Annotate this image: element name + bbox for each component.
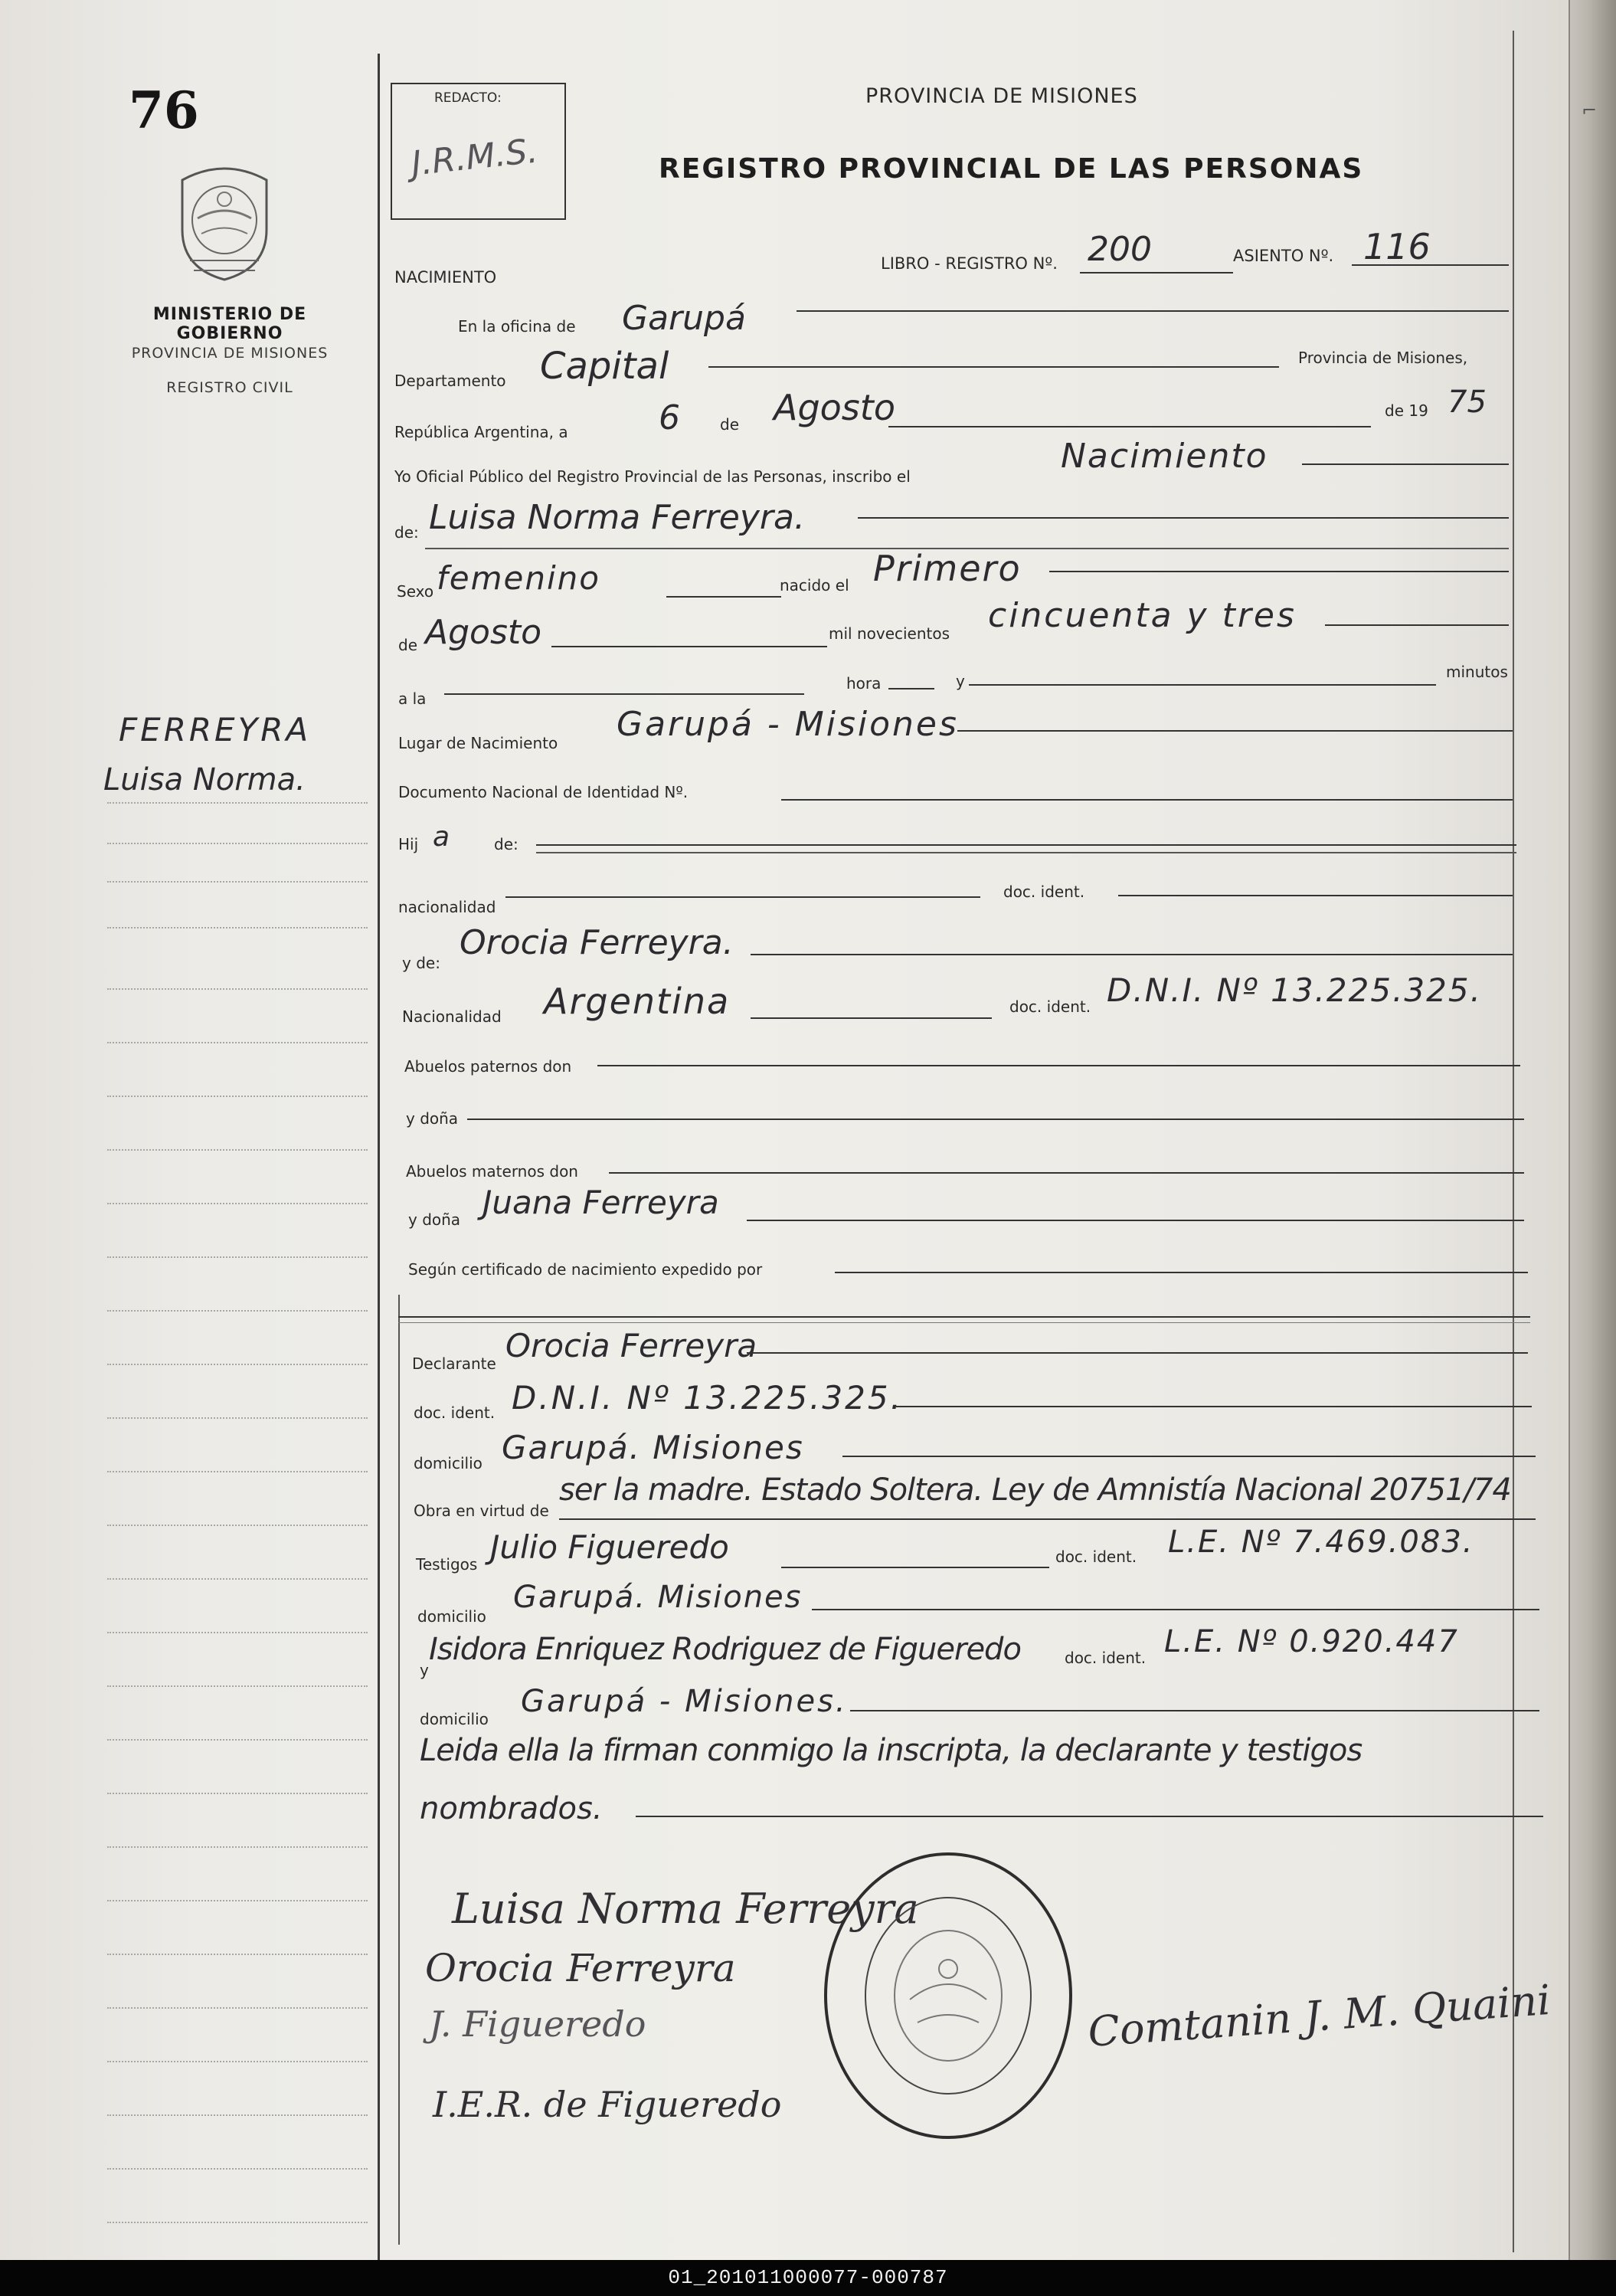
docident3-label: doc. ident. xyxy=(414,1403,496,1422)
register-title: REGISTRO PROVINCIAL DE LAS PERSONAS xyxy=(659,153,1364,185)
sexo-label: Sexo xyxy=(397,582,434,601)
year-label: de 19 xyxy=(1385,401,1428,420)
declarante-underline xyxy=(747,1352,1528,1354)
declarante-label: Declarante xyxy=(412,1354,496,1373)
abuelos-paternos-dona-label: y doña xyxy=(406,1109,459,1128)
nacido-value: Primero xyxy=(873,548,1022,589)
file-id: 01_201011000077-000787 xyxy=(668,2266,948,2289)
signature-declarante: Orocia Ferreyra xyxy=(425,1946,736,1990)
name-de-label: de: xyxy=(394,523,419,542)
oficina-value: Garupá xyxy=(622,299,746,338)
oficina-underline xyxy=(797,310,1509,312)
redacto-box xyxy=(391,83,566,220)
year-value: 75 xyxy=(1448,385,1487,420)
obra-value: ser la madre. Estado Soltera. Ley de Amnistía Nacional 20751/74 xyxy=(559,1472,1511,1508)
abuelos-maternos-dona-label: y doña xyxy=(408,1210,461,1229)
docident1-label: doc. ident. xyxy=(1003,883,1085,901)
section-divider xyxy=(398,1316,1530,1318)
ala-underline xyxy=(444,693,804,695)
domicilio2-value: Garupá. Misiones xyxy=(513,1580,803,1615)
abuela-materna-underline xyxy=(747,1220,1524,1221)
ala-label: a la xyxy=(398,689,427,708)
domicilio3-label: domicilio xyxy=(420,1710,489,1728)
domicilio1-underline xyxy=(842,1456,1536,1457)
departamento-value: Capital xyxy=(540,345,669,388)
ministry-registro-civil: REGISTRO CIVIL xyxy=(166,379,293,396)
domicilio1-label: domicilio xyxy=(414,1454,483,1472)
signature-testigo-2: I.E.R. de Figueredo xyxy=(433,2084,782,2125)
testigo1-value: Julio Figueredo xyxy=(490,1528,729,1566)
abuelos-paternos-underline xyxy=(597,1065,1520,1066)
registered-name-value: Luisa Norma Ferreyra. xyxy=(429,498,805,537)
abuela-materna-value: Juana Ferreyra xyxy=(483,1184,719,1221)
mil-novecientos-label: mil novecientos xyxy=(829,624,950,643)
edge-mark: ⌐ xyxy=(1582,100,1598,121)
oficina-label: En la oficina de xyxy=(458,317,576,336)
month-value: Agosto xyxy=(774,387,895,428)
asiento-value: 116 xyxy=(1363,226,1431,267)
nacionalidad1-label: nacionalidad xyxy=(398,898,496,916)
departamento-underline xyxy=(708,366,1279,368)
ministry-province: PROVINCIA DE MISIONES xyxy=(131,345,329,362)
asiento-label: ASIENTO Nº. xyxy=(1233,247,1334,265)
left-margin-rule xyxy=(378,54,380,2260)
libro-value: 200 xyxy=(1088,230,1152,269)
declarante-value: Orocia Ferreyra xyxy=(505,1327,757,1364)
docident5-label: doc. ident. xyxy=(1065,1649,1147,1667)
birth-year-underline xyxy=(1325,624,1509,626)
provincia-label: Provincia de Misiones, xyxy=(1298,349,1468,367)
domicilio2-label: domicilio xyxy=(417,1607,486,1626)
right-rule xyxy=(1513,31,1514,2252)
inscribo-value: Nacimiento xyxy=(1061,437,1268,476)
abuelos-paternos-dona-underline xyxy=(467,1119,1524,1120)
republica-label: República Argentina, a xyxy=(394,423,568,441)
coat-of-arms-icon xyxy=(175,157,274,283)
margin-given-names: Luisa Norma. xyxy=(103,762,306,798)
hij-label: Hij xyxy=(398,835,419,853)
leida-line-1: Leida ella la firman conmigo la inscripta, la declarante y testigos xyxy=(420,1733,1362,1768)
departamento-label: Departamento xyxy=(394,372,506,390)
dni-underline xyxy=(781,799,1513,801)
abuelos-maternos-label: Abuelos maternos don xyxy=(406,1162,578,1181)
segun-certificado-underline xyxy=(835,1272,1528,1273)
madre-underline xyxy=(751,954,1513,955)
lugar-label: Lugar de Nacimiento xyxy=(398,734,558,752)
nacionalidad2-label: Nacionalidad xyxy=(402,1007,502,1026)
file-id-bar xyxy=(0,2260,1616,2296)
binding-edge xyxy=(1570,0,1616,2260)
birth-de-label: de xyxy=(398,636,417,654)
province-heading: PROVINCIA DE MISIONES xyxy=(865,84,1138,108)
sexo-underline xyxy=(666,596,781,598)
birth-year-value: cincuenta y tres xyxy=(988,596,1297,635)
domicilio3-value: Garupá - Misiones. xyxy=(521,1684,848,1719)
docident5-value: L.E. Nº 0.920.447 xyxy=(1164,1624,1459,1659)
domicilio2-underline xyxy=(812,1609,1539,1610)
segun-certificado-label: Según certificado de nacimiento expedido por xyxy=(408,1260,763,1279)
leida-underline xyxy=(636,1816,1543,1817)
minutos-underline xyxy=(969,684,1436,686)
domicilio1-value: Garupá. Misiones xyxy=(502,1429,804,1466)
docident4-value: L.E. Nº 7.469.083. xyxy=(1168,1525,1474,1560)
nacionalidad2-value: Argentina xyxy=(544,981,731,1022)
madre-value: Orocia Ferreyra. xyxy=(460,923,734,962)
day-de-label: de xyxy=(720,415,739,434)
hij-suffix: a xyxy=(433,821,450,853)
signature-testigo-1: J. Figueredo xyxy=(429,2003,646,2045)
nacido-label: nacido el xyxy=(780,576,849,594)
date-underline xyxy=(888,426,1371,427)
page-number: 76 xyxy=(129,80,199,140)
libro-label: LIBRO - REGISTRO Nº. xyxy=(881,254,1058,273)
ministry-title: MINISTERIO DE GOBIERNO xyxy=(152,305,307,343)
birth-month-underline xyxy=(551,646,827,647)
obra-label: Obra en virtud de xyxy=(414,1502,549,1520)
dni-label: Documento Nacional de Identidad Nº. xyxy=(398,783,689,801)
docident2-label: doc. ident. xyxy=(1009,997,1091,1016)
hij-underline xyxy=(536,844,1516,846)
sexo-value: femenino xyxy=(437,559,600,597)
obra-underline xyxy=(559,1518,1536,1520)
libro-underline xyxy=(1080,272,1233,273)
docident3-underline xyxy=(896,1406,1532,1407)
testigo2-y-label: y xyxy=(420,1661,429,1679)
hora-y-label: y xyxy=(956,672,965,690)
birth-month-value: Agosto xyxy=(425,613,542,652)
inscribo-underline xyxy=(1302,463,1509,465)
lugar-value: Garupá - Misiones xyxy=(617,705,959,744)
hora-underline xyxy=(888,688,934,689)
yde-label: y de: xyxy=(402,954,440,972)
inner-left-rule xyxy=(398,1295,400,2245)
section-divider-2 xyxy=(398,1322,1530,1323)
official-seal-stamp-icon xyxy=(818,1846,1078,2145)
docident4-label: doc. ident. xyxy=(1055,1548,1137,1566)
inscribo-label: Yo Oficial Público del Registro Provincial de las Personas, inscribo el xyxy=(394,467,911,486)
nacionalidad1-underline xyxy=(505,896,980,898)
testigos-label: Testigos xyxy=(416,1555,478,1574)
name-underline xyxy=(858,517,1509,519)
hora-label: hora xyxy=(846,674,882,693)
hij-underline-2 xyxy=(536,852,1516,853)
signature-official: Comtanin J. M. Quaini xyxy=(1086,1975,1552,2057)
testigo1-underline xyxy=(781,1567,1049,1568)
section-nacimiento: NACIMIENTO xyxy=(394,268,497,287)
docident2-value: D.N.I. Nº 13.225.325. xyxy=(1107,971,1482,1009)
nacionalidad2-underline xyxy=(751,1017,992,1019)
signature-inscripta: Luisa Norma Ferreyra xyxy=(452,1885,919,1933)
margin-surname: FERREYRA xyxy=(119,711,312,748)
day-value: 6 xyxy=(659,398,680,437)
docident3-value: D.N.I. Nº 13.225.325. xyxy=(512,1379,903,1417)
abuelos-maternos-underline xyxy=(609,1172,1524,1174)
domicilio3-underline xyxy=(850,1710,1539,1711)
redacto-initials: J.R.M.S. xyxy=(409,131,540,184)
hij-de-label: de: xyxy=(494,835,518,853)
leida-line-2: nombrados. xyxy=(420,1791,603,1826)
nacido-underline xyxy=(1049,571,1509,572)
redacto-label: REDACTO: xyxy=(434,90,502,106)
abuelos-paternos-label: Abuelos paternos don xyxy=(404,1057,572,1076)
lugar-underline xyxy=(957,730,1513,732)
docident1-underline xyxy=(1118,895,1513,896)
minutos-label: minutos xyxy=(1446,663,1508,681)
testigo2-value: Isidora Enriquez Rodriguez de Figueredo xyxy=(429,1632,1021,1667)
